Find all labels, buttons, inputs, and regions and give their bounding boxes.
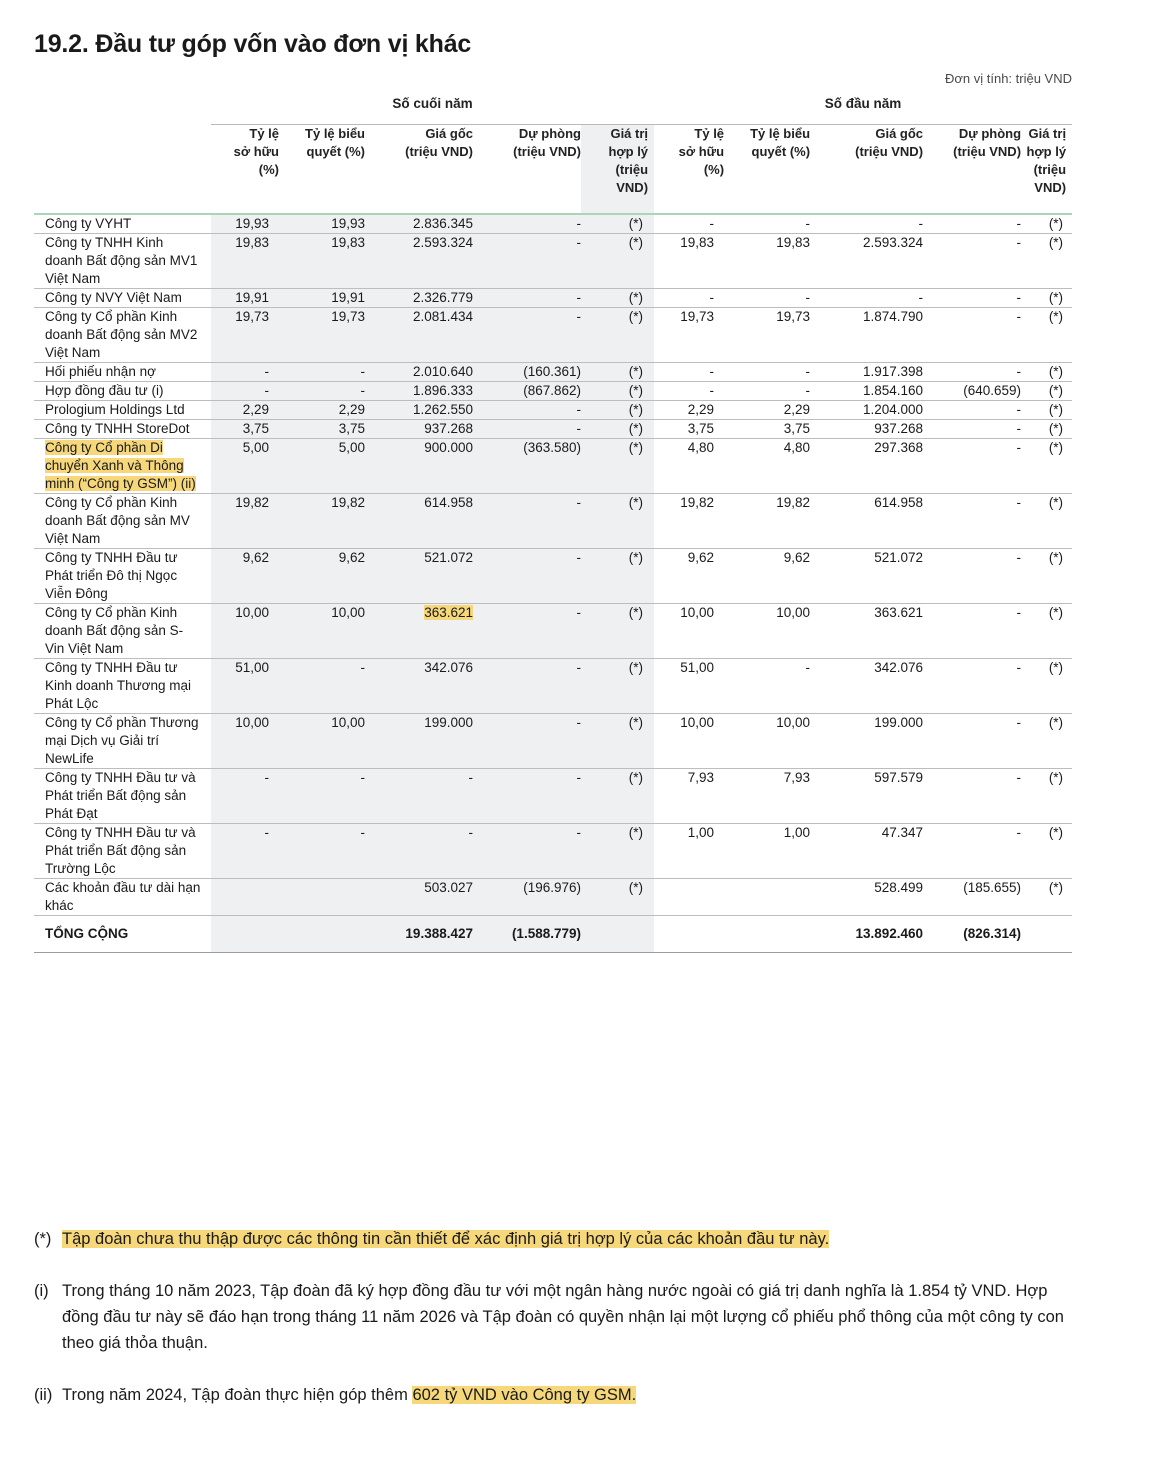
cell-end-3: - <box>473 401 581 420</box>
cell-begin-0: 19,82 <box>654 494 724 549</box>
company-name: Công ty TNHH Kinh doanh Bất động sản MV1 Việt Nam <box>34 234 211 289</box>
cell-begin-4: (*) <box>1021 214 1072 234</box>
cell-end-1: 19,91 <box>279 289 365 308</box>
cell-begin-2: 521.072 <box>810 549 923 604</box>
column-header-begin-0: Tỷ lệ sở hữu (%) <box>654 125 724 215</box>
cell-begin-0: 3,75 <box>654 420 724 439</box>
cell-end-2: 2.081.434 <box>365 308 473 363</box>
cell-end-0: 5,00 <box>211 439 279 494</box>
cell-end-4: (*) <box>581 382 654 401</box>
cell-begin-4 <box>1021 916 1072 953</box>
column-header-begin-4: Giá trị hợp lý (triệu VND) <box>1021 125 1072 215</box>
cell-end-1: 19,73 <box>279 308 365 363</box>
cell-begin-0: 2,29 <box>654 401 724 420</box>
cell-begin-1: 19,73 <box>724 308 810 363</box>
cell-end-2: 363.621 <box>365 604 473 659</box>
cell-begin-4: (*) <box>1021 494 1072 549</box>
cell-begin-2: 1.854.160 <box>810 382 923 401</box>
cell-begin-3: (185.655) <box>923 879 1021 916</box>
cell-begin-1: 19,83 <box>724 234 810 289</box>
company-name: Công ty Cổ phần Di chuyển Xanh và Thông minh (“Công ty GSM”) (ii) <box>34 439 211 494</box>
cell-begin-4: (*) <box>1021 308 1072 363</box>
cell-begin-1: - <box>724 214 810 234</box>
cell-begin-3: - <box>923 494 1021 549</box>
company-name: Các khoản đầu tư dài hạn khác <box>34 879 211 916</box>
cell-end-4: (*) <box>581 549 654 604</box>
table-row <box>34 363 1072 382</box>
column-header-end-2: Giá gốc (triệu VND) <box>365 125 473 215</box>
table-row <box>34 879 1072 916</box>
cell-end-0: 19,82 <box>211 494 279 549</box>
cell-begin-0: 4,80 <box>654 439 724 494</box>
cell-end-2: - <box>365 824 473 879</box>
table-row <box>34 401 1072 420</box>
table-row <box>34 494 1072 549</box>
company-name: Công ty Cổ phần Thương mại Dịch vụ Giải trí NewLife <box>34 714 211 769</box>
cell-begin-4: (*) <box>1021 879 1072 916</box>
cell-end-1: - <box>279 769 365 824</box>
cell-end-4: (*) <box>581 769 654 824</box>
cell-begin-1: 10,00 <box>724 604 810 659</box>
group-header-row <box>34 96 1072 125</box>
cell-begin-0: 10,00 <box>654 714 724 769</box>
cell-begin-1: 7,93 <box>724 769 810 824</box>
cell-begin-4: (*) <box>1021 659 1072 714</box>
column-header-begin-3: Dự phòng (triệu VND) <box>923 125 1021 215</box>
page-title: 19.2. Đầu tư góp vốn vào đơn vị khác <box>34 30 472 58</box>
note-mark: (i) <box>34 1282 49 1300</box>
cell-end-4: (*) <box>581 604 654 659</box>
unit-label: Đơn vị tính: triệu VND <box>944 71 1072 86</box>
cell-begin-4: (*) <box>1021 363 1072 382</box>
note-mark: (ii) <box>34 1386 53 1404</box>
cell-end-3: (196.976) <box>473 879 581 916</box>
cell-begin-3: - <box>923 549 1021 604</box>
cell-end-4: (*) <box>581 308 654 363</box>
table-row <box>34 308 1072 363</box>
table-row <box>34 234 1072 289</box>
column-header-end-0: Tỷ lệ sở hữu (%) <box>211 125 279 215</box>
cell-begin-4: (*) <box>1021 234 1072 289</box>
cell-begin-1: 4,80 <box>724 439 810 494</box>
cell-end-4: (*) <box>581 214 654 234</box>
cell-end-2: 900.000 <box>365 439 473 494</box>
cell-begin-0: 10,00 <box>654 604 724 659</box>
cell-begin-1: - <box>724 382 810 401</box>
cell-end-2: 2.326.779 <box>365 289 473 308</box>
investment-table <box>34 96 1072 953</box>
cell-end-4: (*) <box>581 439 654 494</box>
cell-end-2: 2.593.324 <box>365 234 473 289</box>
cell-end-2: - <box>365 769 473 824</box>
cell-end-4: (*) <box>581 289 654 308</box>
cell-begin-1: - <box>724 659 810 714</box>
cell-begin-3: - <box>923 308 1021 363</box>
cell-begin-3: - <box>923 659 1021 714</box>
cell-end-0: 2,29 <box>211 401 279 420</box>
cell-end-4: (*) <box>581 824 654 879</box>
cell-end-2: 503.027 <box>365 879 473 916</box>
cell-end-4: (*) <box>581 363 654 382</box>
cell-end-4: (*) <box>581 401 654 420</box>
cell-end-4: (*) <box>581 879 654 916</box>
cell-end-0: 51,00 <box>211 659 279 714</box>
column-header-end-4: Giá trị hợp lý (triệu VND) <box>581 125 654 215</box>
cell-begin-1 <box>724 879 810 916</box>
cell-end-3: (1.588.779) <box>473 916 581 953</box>
cell-begin-3: - <box>923 824 1021 879</box>
cell-end-1: 9,62 <box>279 549 365 604</box>
cell-end-1: 10,00 <box>279 714 365 769</box>
cell-end-1: - <box>279 382 365 401</box>
cell-end-1: - <box>279 363 365 382</box>
cell-end-3: (160.361) <box>473 363 581 382</box>
cell-begin-0: - <box>654 363 724 382</box>
table-row <box>34 214 1072 234</box>
cell-end-2: 342.076 <box>365 659 473 714</box>
note-text: Trong tháng 10 năm 2023, Tập đoàn đã ký hợp đồng đầu tư với một ngân hàng nước ngoài có giá trị danh nghĩa là 1.854 tỷ VND. Hợp đồng đầu tư này sẽ đáo hạn trong tháng 11 năm 2026 và Tập đoàn có quyền nhận lại một lượng cổ phiếu phổ thông của một công ty con theo giá thỏa thuận. <box>62 1282 1064 1352</box>
cell-begin-2: 47.347 <box>810 824 923 879</box>
cell-end-2: 199.000 <box>365 714 473 769</box>
cell-begin-0: - <box>654 289 724 308</box>
cell-begin-2: - <box>810 214 923 234</box>
cell-end-3: - <box>473 308 581 363</box>
cell-begin-2: 937.268 <box>810 420 923 439</box>
cell-end-1: 5,00 <box>279 439 365 494</box>
cell-begin-4: (*) <box>1021 604 1072 659</box>
company-name: Công ty TNHH Đầu tư và Phát triển Bất động sản Trường Lộc <box>34 824 211 879</box>
cell-end-0 <box>211 916 279 953</box>
cell-end-0: - <box>211 824 279 879</box>
cell-begin-0: 9,62 <box>654 549 724 604</box>
cell-end-1: 19,82 <box>279 494 365 549</box>
cell-end-3: - <box>473 289 581 308</box>
cell-end-0: - <box>211 769 279 824</box>
company-name: Công ty Cổ phần Kinh doanh Bất động sản MV Việt Nam <box>34 494 211 549</box>
table-row <box>34 289 1072 308</box>
cell-end-2: 614.958 <box>365 494 473 549</box>
cell-begin-3: (826.314) <box>923 916 1021 953</box>
company-name: Công ty TNHH Đầu tư và Phát triển Bất động sản Phát Đạt <box>34 769 211 824</box>
cell-begin-0: - <box>654 382 724 401</box>
cell-end-0: 19,73 <box>211 308 279 363</box>
cell-end-3: - <box>473 604 581 659</box>
cell-begin-0: 51,00 <box>654 659 724 714</box>
total-row <box>34 916 1072 953</box>
cell-end-4: (*) <box>581 714 654 769</box>
cell-end-3: (363.580) <box>473 439 581 494</box>
group-begin-year: Số đầu năm <box>654 96 1072 125</box>
cell-begin-3: - <box>923 363 1021 382</box>
cell-end-2: 2.010.640 <box>365 363 473 382</box>
cell-begin-4: (*) <box>1021 289 1072 308</box>
note-1 <box>34 1278 1074 1356</box>
note-2 <box>34 1382 1074 1408</box>
cell-end-4: (*) <box>581 420 654 439</box>
cell-end-3: - <box>473 234 581 289</box>
cell-begin-3: - <box>923 769 1021 824</box>
cell-begin-4: (*) <box>1021 401 1072 420</box>
column-header-begin-1: Tỷ lệ biểu quyết (%) <box>724 125 810 215</box>
table-row <box>34 769 1072 824</box>
cell-end-3: - <box>473 549 581 604</box>
cell-begin-2: 199.000 <box>810 714 923 769</box>
cell-begin-3: - <box>923 234 1021 289</box>
cell-begin-2: 342.076 <box>810 659 923 714</box>
cell-end-0 <box>211 879 279 916</box>
group-end-year: Số cuối năm <box>211 96 654 125</box>
cell-begin-3: - <box>923 214 1021 234</box>
cell-end-4: (*) <box>581 659 654 714</box>
cell-end-3: - <box>473 494 581 549</box>
cell-end-2: 1.262.550 <box>365 401 473 420</box>
table-body <box>34 214 1072 953</box>
cell-end-3: - <box>473 659 581 714</box>
company-name: Prologium Holdings Ltd <box>34 401 211 420</box>
cell-end-3: - <box>473 824 581 879</box>
cell-end-0: 19,91 <box>211 289 279 308</box>
cell-begin-0: 1,00 <box>654 824 724 879</box>
cell-end-2: 1.896.333 <box>365 382 473 401</box>
cell-begin-4: (*) <box>1021 769 1072 824</box>
table-row <box>34 824 1072 879</box>
cell-begin-0 <box>654 879 724 916</box>
cell-end-1: 19,83 <box>279 234 365 289</box>
cell-begin-0: 19,73 <box>654 308 724 363</box>
cell-begin-1: 19,82 <box>724 494 810 549</box>
cell-begin-2: 363.621 <box>810 604 923 659</box>
cell-begin-3: - <box>923 401 1021 420</box>
company-name: Công ty Cổ phần Kinh doanh Bất động sản MV2 Việt Nam <box>34 308 211 363</box>
cell-end-2: 2.836.345 <box>365 214 473 234</box>
company-name: Hợp đồng đầu tư (i) <box>34 382 211 401</box>
table-row <box>34 604 1072 659</box>
note-mark: (*) <box>34 1230 52 1248</box>
cell-begin-2: 13.892.460 <box>810 916 923 953</box>
cell-begin-3: - <box>923 420 1021 439</box>
company-name: Công ty VYHT <box>34 214 211 234</box>
cell-end-1: 3,75 <box>279 420 365 439</box>
cell-begin-0: 19,83 <box>654 234 724 289</box>
cell-end-1: 10,00 <box>279 604 365 659</box>
cell-end-0: 10,00 <box>211 714 279 769</box>
cell-end-1: 19,93 <box>279 214 365 234</box>
footnotes <box>34 1226 1074 1434</box>
cell-begin-4: (*) <box>1021 549 1072 604</box>
cell-begin-1: 10,00 <box>724 714 810 769</box>
column-header-row <box>34 125 1072 215</box>
cell-begin-4: (*) <box>1021 420 1072 439</box>
cell-end-1 <box>279 879 365 916</box>
cell-end-0: - <box>211 382 279 401</box>
cell-begin-2: 597.579 <box>810 769 923 824</box>
header-blank <box>34 125 211 215</box>
cell-begin-2: 2.593.324 <box>810 234 923 289</box>
cell-end-3: - <box>473 714 581 769</box>
cell-begin-3: - <box>923 439 1021 494</box>
column-header-begin-2: Giá gốc (triệu VND) <box>810 125 923 215</box>
cell-begin-0 <box>654 916 724 953</box>
company-name: TỔNG CỘNG <box>34 916 211 953</box>
cell-begin-4: (*) <box>1021 382 1072 401</box>
company-name: Công ty NVY Việt Nam <box>34 289 211 308</box>
note-0 <box>34 1226 1074 1252</box>
cell-begin-3: (640.659) <box>923 382 1021 401</box>
cell-begin-1: 1,00 <box>724 824 810 879</box>
cell-begin-2: 614.958 <box>810 494 923 549</box>
cell-begin-1: 3,75 <box>724 420 810 439</box>
company-name: Công ty TNHH Đầu tư Phát triển Đô thị Ngọc Viễn Đông <box>34 549 211 604</box>
cell-begin-3: - <box>923 604 1021 659</box>
cell-end-1: 2,29 <box>279 401 365 420</box>
cell-begin-1: 2,29 <box>724 401 810 420</box>
cell-end-1 <box>279 916 365 953</box>
cell-begin-1 <box>724 916 810 953</box>
cell-end-2: 19.388.427 <box>365 916 473 953</box>
cell-begin-4: (*) <box>1021 824 1072 879</box>
cell-begin-4: (*) <box>1021 439 1072 494</box>
company-name: Công ty TNHH Đầu tư Kinh doanh Thương mại Phát Lộc <box>34 659 211 714</box>
cell-begin-2: 1.874.790 <box>810 308 923 363</box>
cell-end-4: (*) <box>581 494 654 549</box>
cell-begin-2: 1.204.000 <box>810 401 923 420</box>
cell-end-2: 937.268 <box>365 420 473 439</box>
cell-end-4: (*) <box>581 234 654 289</box>
cell-begin-0: - <box>654 214 724 234</box>
cell-end-1: - <box>279 824 365 879</box>
cell-end-0: 3,75 <box>211 420 279 439</box>
column-header-end-1: Tỷ lệ biểu quyết (%) <box>279 125 365 215</box>
cell-end-0: 19,93 <box>211 214 279 234</box>
table-row <box>34 659 1072 714</box>
company-name: Công ty Cổ phần Kinh doanh Bất động sản S-Vin Việt Nam <box>34 604 211 659</box>
table-row <box>34 714 1072 769</box>
cell-begin-3: - <box>923 289 1021 308</box>
note-text: Tập đoàn chưa thu thập được các thông tin cần thiết để xác định giá trị hợp lý của các khoản đầu tư này. <box>62 1230 830 1248</box>
cell-begin-0: 7,93 <box>654 769 724 824</box>
cell-begin-2: 528.499 <box>810 879 923 916</box>
cell-end-3: - <box>473 420 581 439</box>
table-row <box>34 549 1072 604</box>
cell-begin-3: - <box>923 714 1021 769</box>
company-name: Hối phiếu nhận nợ <box>34 363 211 382</box>
cell-end-0: - <box>211 363 279 382</box>
table-row <box>34 420 1072 439</box>
company-name: Công ty TNHH StoreDot <box>34 420 211 439</box>
cell-begin-2: - <box>810 289 923 308</box>
table-row <box>34 439 1072 494</box>
cell-begin-1: - <box>724 363 810 382</box>
cell-begin-4: (*) <box>1021 714 1072 769</box>
cell-end-0: 9,62 <box>211 549 279 604</box>
cell-end-0: 10,00 <box>211 604 279 659</box>
cell-end-2: 521.072 <box>365 549 473 604</box>
cell-end-4 <box>581 916 654 953</box>
cell-end-1: - <box>279 659 365 714</box>
cell-end-3: (867.862) <box>473 382 581 401</box>
cell-begin-2: 297.368 <box>810 439 923 494</box>
note-text: Trong năm 2024, Tập đoàn thực hiện góp thêm 602 tỷ VND vào Công ty GSM. <box>62 1386 637 1404</box>
column-header-end-3: Dự phòng (triệu VND) <box>473 125 581 215</box>
cell-end-3: - <box>473 214 581 234</box>
cell-begin-1: - <box>724 289 810 308</box>
cell-end-3: - <box>473 769 581 824</box>
cell-end-0: 19,83 <box>211 234 279 289</box>
cell-begin-1: 9,62 <box>724 549 810 604</box>
table-row <box>34 382 1072 401</box>
cell-begin-2: 1.917.398 <box>810 363 923 382</box>
